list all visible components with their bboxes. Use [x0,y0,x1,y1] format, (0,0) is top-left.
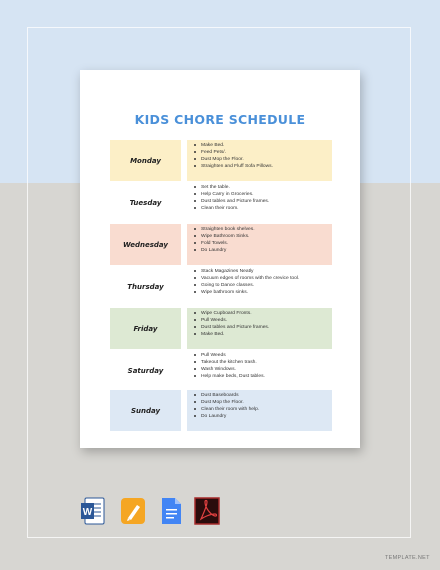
task-cell [187,350,332,391]
task-item: Dust Mop the Floor. [193,156,332,163]
task-item: Fold Towels. [193,240,332,247]
day-label: Saturday [110,350,181,391]
pdf-icon[interactable] [194,496,220,526]
document-title: KIDS CHORE SCHEDULE [134,112,306,127]
task-item: Pull Weeds [193,352,332,359]
day-label: Wednesday [110,224,181,265]
task-item: Make Bed. [193,331,332,338]
day-label: Monday [110,140,181,181]
task-item: Dust tables and Picture frames. [193,324,332,331]
task-item: Pull Weeds. [193,317,332,324]
task-item: Dust Mop the Floor. [193,399,332,406]
chore-row [110,350,332,391]
document-page [80,70,360,448]
day-label: Friday [110,308,181,349]
task-cell [187,390,332,431]
chore-row [110,390,332,431]
task-cell [187,140,332,181]
chore-row [110,182,332,223]
word-icon[interactable] [80,496,106,526]
task-item: Make Bed. [193,142,332,149]
task-item: Wash Windows. [193,366,332,373]
task-item: Wipe bathroom sinks. [193,289,332,296]
task-item: Dust tables and Picture frames. [193,198,332,205]
brand-watermark: TEMPLATE.NET [385,555,430,561]
chore-row [110,266,332,307]
task-item: Help make beds, Dust tables. [193,373,332,380]
task-list [193,352,332,380]
day-label: Sunday [110,390,181,431]
task-item: Vacuum edges of rooms with the crevice tool. [193,275,332,282]
task-item: Do Laundry [193,247,332,254]
task-item: Stack Magazines Neatly [193,268,332,275]
task-cell [187,182,332,223]
task-item: Straighten book shelves. [193,226,332,233]
task-list [193,184,332,212]
task-item: Set the table. [193,184,332,191]
task-item: Wipe Cupboard Fronts. [193,310,332,317]
task-cell [187,266,332,307]
task-list [193,226,332,254]
google-docs-icon[interactable] [158,496,184,526]
task-list [193,310,332,338]
word-icon-letter: W [82,507,93,518]
task-item: Takeout the kitchen trash. [193,359,332,366]
chore-row [110,140,332,181]
task-list [193,392,332,420]
task-item: Feed Pets/. [193,149,332,156]
chore-row [110,308,332,349]
task-cell [187,224,332,265]
chore-row [110,224,332,265]
task-list [193,268,332,296]
task-item: Help Carry in Groceries. [193,191,332,198]
pages-icon[interactable] [120,496,146,526]
task-item: Dust Baseboards [193,392,332,399]
task-item: Going to Dance classes. [193,282,332,289]
task-item: Clean their room. [193,205,332,212]
task-item: Wipe Bathroom Sinks. [193,233,332,240]
task-cell [187,308,332,349]
day-label: Thursday [110,266,181,307]
task-list [193,142,332,170]
task-item: Clean their room with help. [193,406,332,413]
task-item: Straighten and Fluff Sofa Pillows. [193,163,332,170]
task-item: Do Laundry [193,413,332,420]
day-label: Tuesday [110,182,181,223]
